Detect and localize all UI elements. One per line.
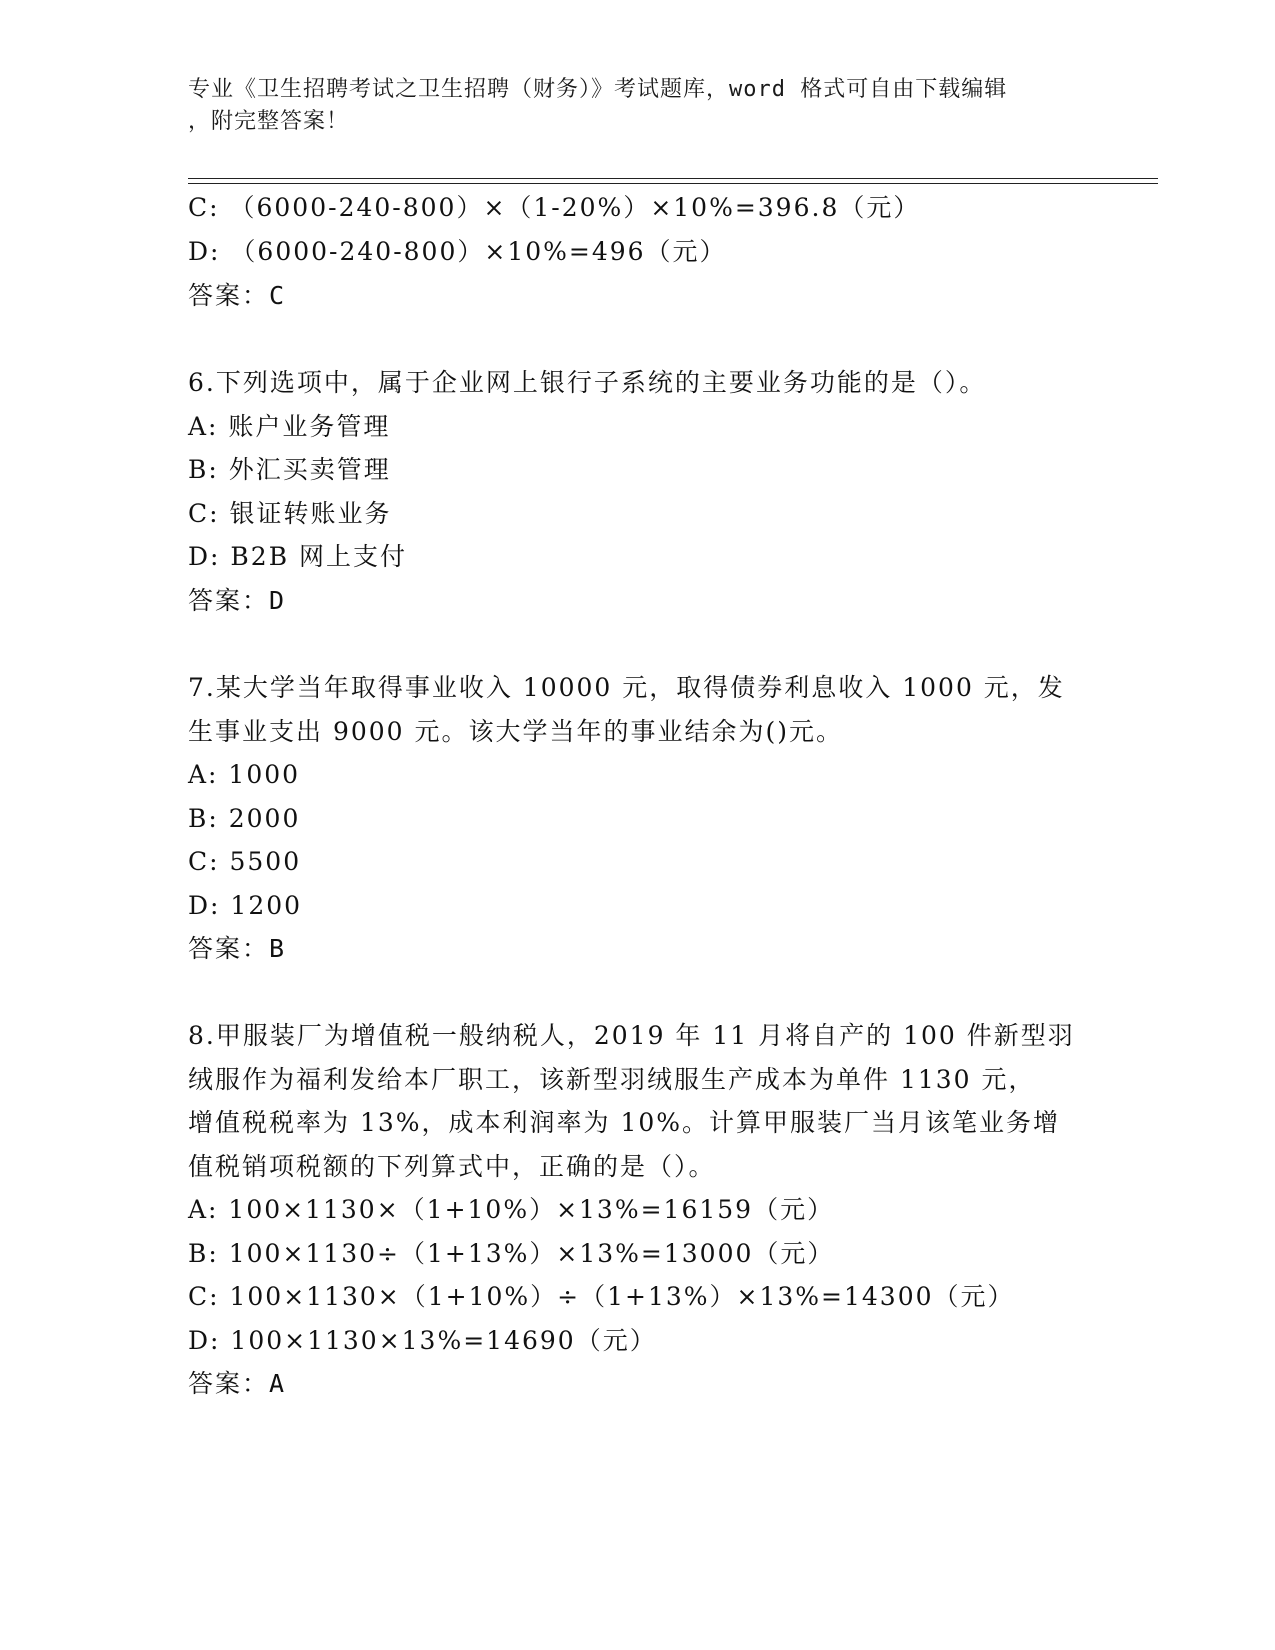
q8-option-c: C: 100×1130×（1+10%）÷（1+13%）×13%=14300（元）	[188, 1282, 1015, 1311]
q7-option-b: B: 2000	[188, 804, 301, 833]
header-line-2: ，附完整答案！	[188, 109, 350, 134]
document-header	[188, 74, 1088, 138]
q5-option-c: C: （6000-240-800）×（1-20%）×10%=396.8（元）	[188, 193, 921, 222]
q6-answer: 答案：D	[188, 586, 287, 615]
q8-option-a: A: 100×1130×（1+10%）×13%=16159（元）	[188, 1195, 835, 1224]
q5-answer: 答案：C	[188, 281, 287, 310]
header-divider-bottom	[188, 183, 1158, 184]
q8-stem-line-1: 8.甲服装厂为增值税一般纳税人，2019 年 11 月将自产的 100 件新型羽	[188, 1021, 1075, 1050]
q8-stem-line-3: 增值税税率为 13%，成本利润率为 10%。计算甲服装厂当月该笔业务增	[188, 1108, 1061, 1137]
header-line-1: 专业《卫生招聘考试之卫生招聘（财务）》考试题库，word 格式可自由下载编辑	[188, 77, 1008, 102]
q7-stem-line-2: 生事业支出 9000 元。该大学当年的事业结余为()元。	[188, 717, 844, 746]
q6-option-b: B: 外汇买卖管理	[188, 455, 391, 484]
q7-option-a: A: 1000	[188, 760, 301, 789]
q6-stem: 6.下列选项中，属于企业网上银行子系统的主要业务功能的是（）。	[188, 368, 987, 397]
q7-stem-line-1: 7.某大学当年取得事业收入 10000 元，取得债券利息收入 1000 元，发	[188, 673, 1065, 702]
q6-option-c: C: 银证转账业务	[188, 499, 392, 528]
q6-option-a: A: 账户业务管理	[188, 412, 391, 441]
q8-stem-line-2: 绒服作为福利发给本厂职工，该新型羽绒服生产成本为单件 1130 元，	[188, 1065, 1036, 1094]
q8-answer: 答案：A	[188, 1369, 287, 1398]
header-divider-top	[188, 178, 1158, 179]
q8-option-b: B: 100×1130÷（1+13%）×13%=13000（元）	[188, 1239, 835, 1268]
q6-option-d: D: B2B 网上支付	[188, 542, 408, 571]
q8-stem-line-4: 值税销项税额的下列算式中，正确的是（）。	[188, 1152, 716, 1181]
q5-option-d: D: （6000-240-800）×10%=496（元）	[188, 237, 727, 266]
q7-option-d: D: 1200	[188, 891, 303, 920]
q8-option-d: D: 100×1130×13%=14690（元）	[188, 1326, 657, 1355]
q7-answer: 答案：B	[188, 934, 287, 963]
q7-option-c: C: 5500	[188, 847, 302, 876]
